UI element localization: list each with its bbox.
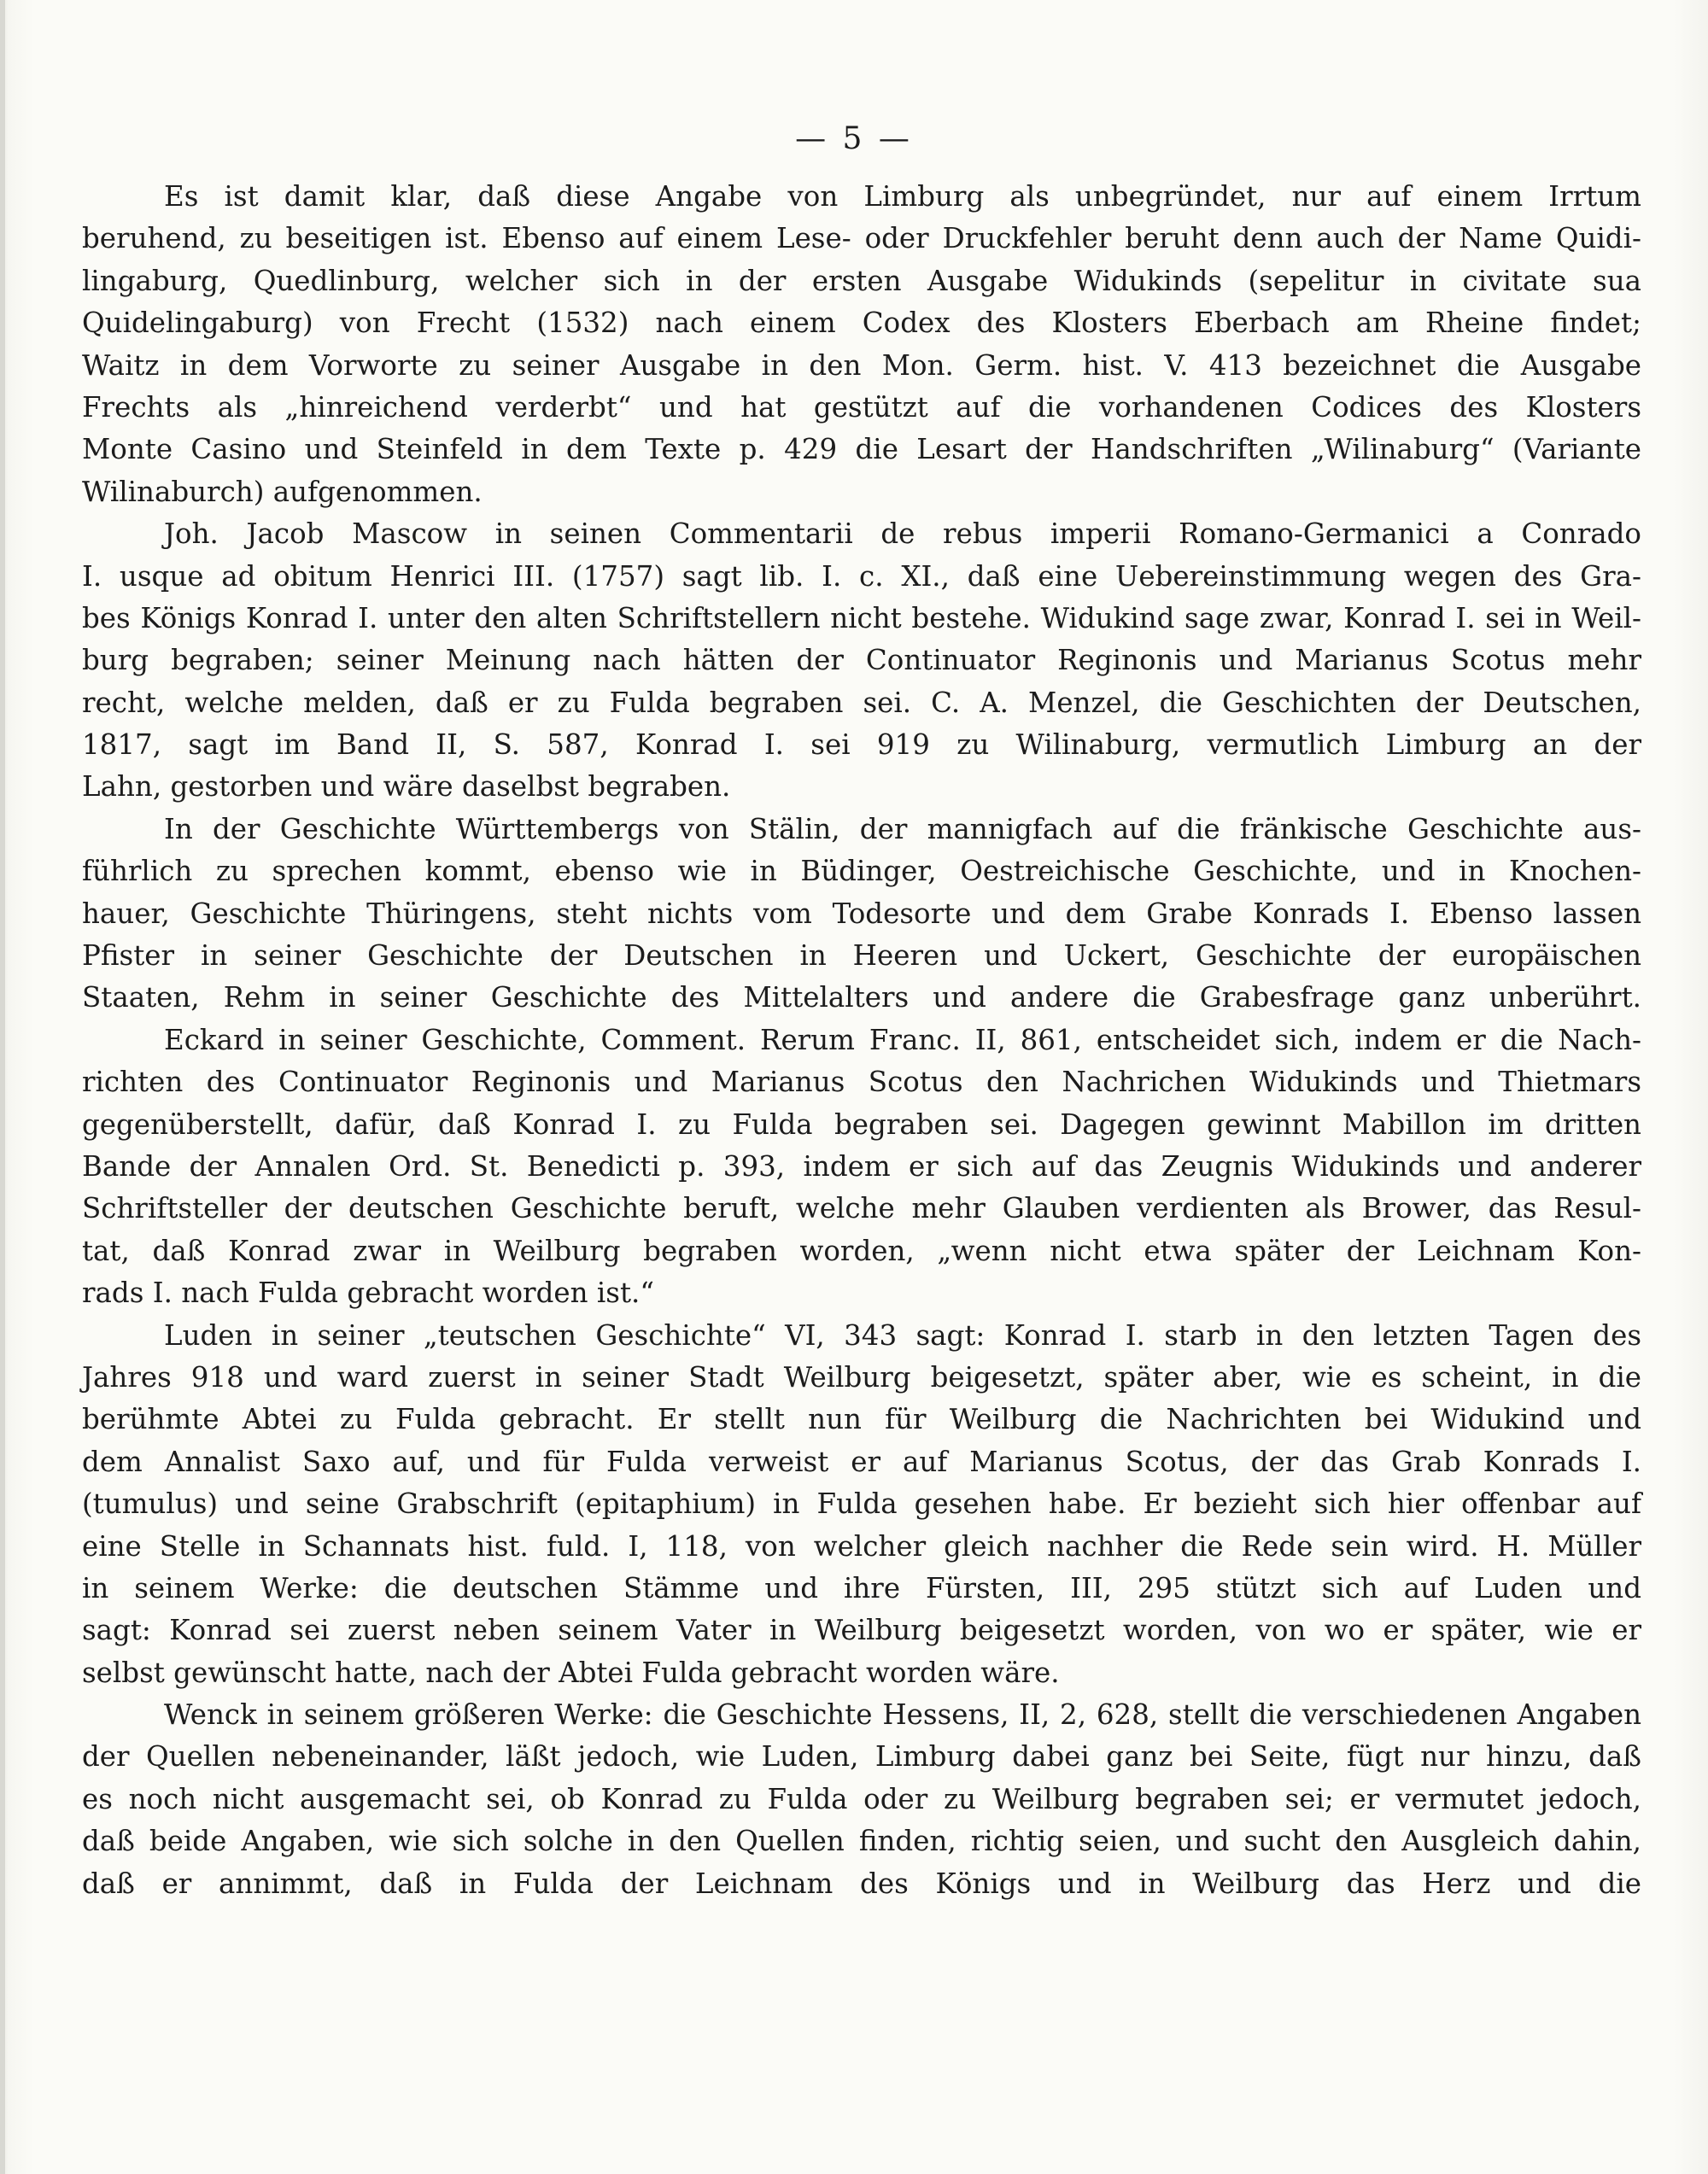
- text-line: Joh. Jacob Mascow in seinen Commentarii de rebus imperii Romano-Germanici a Conrado: [164, 517, 1641, 551]
- text-line: gegenüberstellt, dafür, daß Konrad I. zu Fulda begraben sei. Dagegen gewinnt Mabillon im dritten: [82, 1107, 1641, 1141]
- text-line: Lahn, gestorben und wäre daselbst begraben.: [82, 770, 731, 804]
- text-line: rads I. nach Fulda gebracht worden ist.“: [82, 1277, 654, 1310]
- text-line: Luden in seiner „teutschen Geschichte“ VI, 343 sagt: Konrad I. starb in den letzten Tagen des: [164, 1318, 1641, 1352]
- text-line: beruhend, zu beseitigen ist. Ebenso auf einem Lese- oder Druckfehler beruht denn auch der Name Quidi-: [82, 222, 1641, 255]
- text-line: (tumulus) und seine Grabschrift (epitaphium) in Fulda gesehen habe. Er bezieht sich hier offenbar auf: [82, 1487, 1641, 1521]
- text-line: bes Königs Konrad I. unter den alten Schriftstellern nicht bestehe. Widukind sage zwar, Konrad I. sei in Weil-: [82, 601, 1641, 634]
- text-line: daß er annimmt, daß in Fulda der Leichnam des Königs und in Weilburg das Herz und die: [82, 1867, 1641, 1900]
- text-line: Jahres 918 und ward zuerst in seiner Stadt Weilburg beigesetzt, später aber, wie es scheint, in die: [82, 1360, 1641, 1394]
- text-line: selbst gewünscht hatte, nach der Abtei Fulda gebracht worden wäre.: [82, 1656, 1060, 1689]
- text-line: eine Stelle in Schannats hist. fuld. I, 118, von welcher gleich nachher die Rede sein wird. H. Müller: [82, 1529, 1641, 1563]
- text-line: Frechts als „hinreichend verderbt“ und hat gestützt auf die vorhandenen Codices des Klosters: [82, 390, 1641, 424]
- text-line: Pfister in seiner Geschichte der Deutschen in Heeren und Uckert, Geschichte der europäischen: [82, 939, 1641, 973]
- text-line: burg begraben; seiner Meinung nach hätten der Continuator Reginonis und Marianus Scotus mehr: [82, 644, 1641, 677]
- text-line: Monte Casino und Steinfeld in dem Texte p. 429 die Lesart der Handschriften „Wilinaburg“ (Variante: [82, 433, 1641, 466]
- text-line: tat, daß Konrad zwar in Weilburg begraben worden, „wenn nicht etwa später der Leichnam Kon-: [82, 1234, 1641, 1267]
- text-line: Wenck in seinem größeren Werke: die Geschichte Hessens, II, 2, 628, stellt die verschiedenen Angaben: [164, 1698, 1641, 1732]
- text-line: Wilinaburch) aufgenommen.: [82, 475, 483, 508]
- text-line: der Quellen nebeneinander, läßt jedoch, wie Luden, Limburg dabei ganz bei Seite, fügt nur hinzu, daß: [82, 1740, 1641, 1774]
- text-line: Waitz in dem Vorworte zu seiner Ausgabe in den Mon. Germ. hist. V. 413 bezeichnet die Ausgabe: [82, 348, 1641, 382]
- body-text: [82, 176, 1641, 1905]
- text-line: berühmte Abtei zu Fulda gebracht. Er stellt nun für Weilburg die Nachrichten bei Widukind und: [82, 1403, 1641, 1436]
- text-line: in seinem Werke: die deutschen Stämme und ihre Fürsten, III, 295 stützt sich auf Luden und: [82, 1571, 1641, 1604]
- text-line: Schriftsteller der deutschen Geschichte beruft, welche mehr Glauben verdienten als Brower, das Resul-: [82, 1192, 1641, 1225]
- text-line: sagt: Konrad sei zuerst neben seinem Vater in Weilburg beigesetzt worden, von wo er später, wie er: [82, 1614, 1641, 1647]
- text-line: Eckard in seiner Geschichte, Comment. Rerum Franc. II, 861, entscheidet sich, indem er die Nach-: [164, 1023, 1641, 1056]
- text-line: Staaten, Rehm in seiner Geschichte des Mittelalters und andere die Grabesfrage ganz unberührt.: [82, 981, 1641, 1014]
- text-line: hauer, Geschichte Thüringens, steht nichts vom Todesorte und dem Grabe Konrads I. Ebenso lassen: [82, 897, 1641, 930]
- text-line: richten des Continuator Reginonis und Marianus Scotus den Nachrichen Widukinds und Thietmars: [82, 1066, 1641, 1099]
- text-line: lingaburg, Quedlinburg, welcher sich in der ersten Ausgabe Widukinds (sepelitur in civitate sua: [82, 264, 1641, 297]
- text-line: 1817, sagt im Band II, S. 587, Konrad I. sei 919 zu Wilinaburg, vermutlich Limburg an der: [82, 728, 1641, 762]
- text-line: es noch nicht ausgemacht sei, ob Konrad zu Fulda oder zu Weilburg begraben sei; er vermutet jedoch,: [82, 1782, 1641, 1815]
- text-line: recht, welche melden, daß er zu Fulda begraben sei. C. A. Menzel, die Geschichten der Deutschen,: [82, 686, 1641, 719]
- text-line: Bande der Annalen Ord. St. Benedicti p. 393, indem er sich auf das Zeugnis Widukinds und anderer: [82, 1149, 1641, 1183]
- text-line: daß beide Angaben, wie sich solche in den Quellen finden, richtig seien, und sucht den Ausgleich dahin,: [82, 1825, 1641, 1858]
- text-line: In der Geschichte Württembergs von Stälin, der mannigfach auf die fränkische Geschichte aus-: [164, 812, 1641, 845]
- page-number: — 5 —: [795, 121, 913, 156]
- text-line: I. usque ad obitum Henrici III. (1757) sagt lib. I. c. XI., daß eine Uebereinstimmung wegen des Gra-: [82, 559, 1641, 593]
- text-line: Quidelingaburg) von Frecht (1532) nach einem Codex des Klosters Eberbach am Rheine findet;: [82, 307, 1641, 340]
- text-line: führlich zu sprechen kommt, ebenso wie in Büdinger, Oestreichische Geschichte, und in Knochen-: [82, 855, 1641, 888]
- text-line: dem Annalist Saxo auf, und für Fulda verweist er auf Marianus Scotus, der das Grab Konrads I.: [82, 1445, 1641, 1478]
- page-binding-edge: [0, 0, 5, 2174]
- text-line: Es ist damit klar, daß diese Angabe von Limburg als unbegründet, nur auf einem Irrtum: [164, 180, 1641, 213]
